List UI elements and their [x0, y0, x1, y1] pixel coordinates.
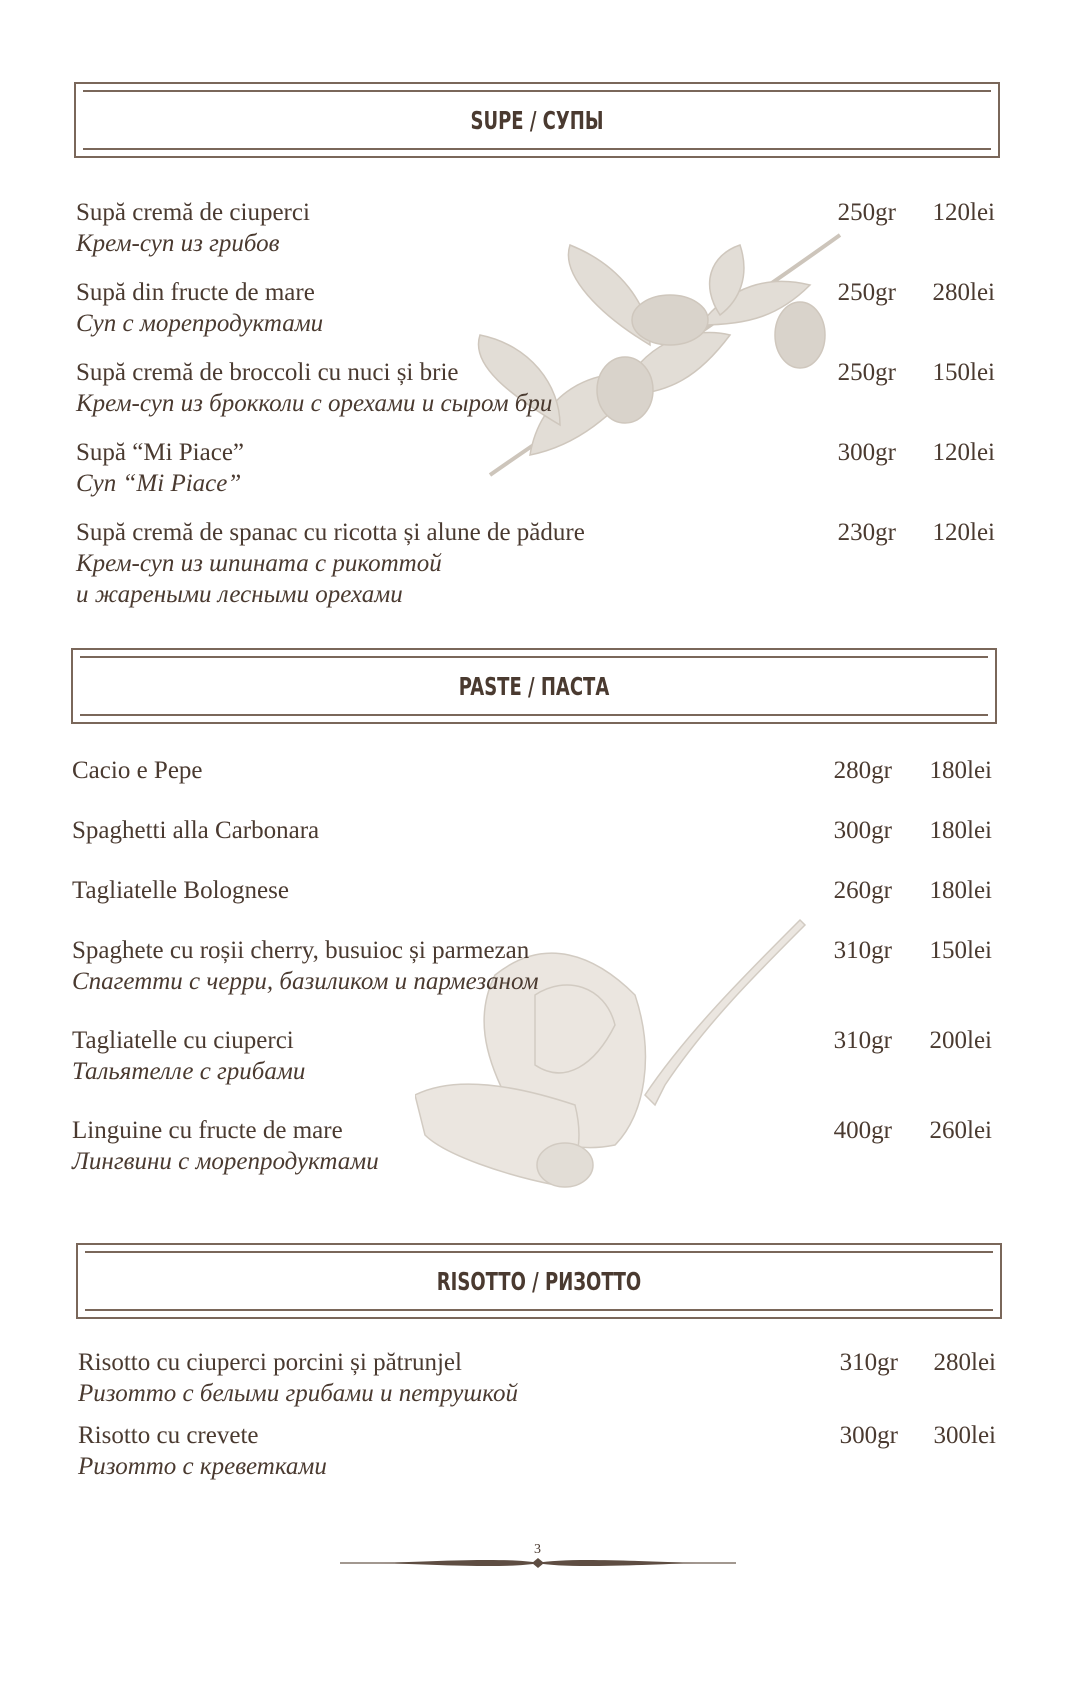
footer-ornament	[340, 1555, 736, 1571]
menu-item	[72, 935, 539, 997]
item-weight: 300gr	[833, 817, 892, 844]
item-price: 120lei	[932, 519, 995, 546]
item-name-ru: Спагетти с черри, базиликом и пармезаном	[72, 968, 539, 995]
header-rule-top	[85, 1251, 993, 1253]
item-name-ro: Supă din fructe de mare	[76, 279, 315, 306]
menu-item	[76, 277, 323, 339]
item-price: 300lei	[933, 1422, 996, 1449]
item-price: 200lei	[929, 1027, 992, 1054]
section-title: RISOTTO / РИЗОТТО	[436, 1267, 642, 1296]
section-header-risotto	[76, 1243, 1002, 1319]
item-name-ru: Крем-суп из грибов	[76, 230, 280, 257]
item-weight: 280gr	[833, 757, 892, 784]
item-name-ro: Tagliatelle Bolognese	[72, 877, 289, 904]
item-name-ru: Лингвини с морепродуктами	[72, 1148, 379, 1175]
item-price: 180lei	[929, 877, 992, 904]
item-price: 280lei	[932, 279, 995, 306]
item-weight: 260gr	[833, 877, 892, 904]
item-name-ro: Tagliatelle cu ciuperci	[72, 1027, 294, 1054]
section-header-paste	[71, 648, 997, 724]
item-name-ro: Risotto cu ciuperci porcini și pătrunjel	[78, 1349, 462, 1376]
section-title: SUPE / СУПЫ	[470, 106, 604, 135]
item-name-ro: Supă cremă de spanac cu ricotta și alune de pădure	[76, 519, 585, 546]
item-weight: 250gr	[837, 279, 896, 306]
item-name-ro: Supă cremă de ciuperci	[76, 199, 310, 226]
item-weight: 400gr	[833, 1117, 892, 1144]
item-name-ru: и жареными лесными орехами	[76, 581, 403, 608]
menu-item	[76, 517, 585, 610]
item-name-ro: Supă “Mi Piace”	[76, 439, 245, 466]
item-weight: 300gr	[837, 439, 896, 466]
item-name-ro: Spaghetti alla Carbonara	[72, 817, 320, 844]
item-name-ru: Ризотто с креветками	[78, 1453, 327, 1480]
menu-item	[78, 1420, 327, 1482]
section-header-supe	[74, 82, 1000, 158]
item-weight: 310gr	[833, 937, 892, 964]
item-price: 180lei	[929, 817, 992, 844]
page-number: 3	[534, 1542, 541, 1557]
item-weight: 230gr	[837, 519, 896, 546]
item-name-ru: Суп “Mi Piace”	[76, 470, 242, 497]
menu-item	[78, 1347, 518, 1409]
menu-item	[76, 197, 310, 259]
item-name-ro: Spaghete cu roșii cherry, busuioc și parmezan	[72, 937, 530, 964]
item-price: 120lei	[932, 199, 995, 226]
item-price: 180lei	[929, 757, 992, 784]
item-price: 260lei	[929, 1117, 992, 1144]
menu-item	[72, 875, 289, 906]
header-rule-bottom	[85, 1309, 993, 1311]
menu-item	[72, 815, 319, 846]
item-weight: 310gr	[839, 1349, 898, 1376]
header-rule-bottom	[83, 148, 991, 150]
item-weight: 310gr	[833, 1027, 892, 1054]
item-name-ro: Linguine cu fructe de mare	[72, 1117, 343, 1144]
item-weight: 250gr	[837, 199, 896, 226]
item-weight: 250gr	[837, 359, 896, 386]
item-name-ru: Ризотто с белыми грибами и петрушкой	[78, 1380, 518, 1407]
item-name-ro: Supă cremă de broccoli cu nuci și brie	[76, 359, 459, 386]
menu-item	[72, 1025, 305, 1087]
header-rule-top	[80, 656, 988, 658]
item-name-ru: Суп с морепродуктами	[76, 310, 324, 337]
item-name-ru: Тальятелле с грибами	[72, 1058, 306, 1085]
section-title: PASTE / ПАСТА	[458, 672, 610, 701]
item-price: 280lei	[933, 1349, 996, 1376]
item-name-ru: Крем-суп из брокколи с орехами и сыром бри	[76, 390, 553, 417]
item-price: 150lei	[929, 937, 992, 964]
item-name-ro: Risotto cu crevete	[78, 1422, 259, 1449]
menu-item	[72, 1115, 379, 1177]
item-weight: 300gr	[839, 1422, 898, 1449]
menu-item	[76, 357, 552, 419]
menu-item	[76, 437, 244, 499]
header-rule-top	[83, 90, 991, 92]
item-price: 150lei	[932, 359, 995, 386]
menu-item	[72, 755, 203, 786]
item-name-ro: Cacio e Pepe	[72, 757, 203, 784]
header-rule-bottom	[80, 714, 988, 716]
item-name-ru: Крем-суп из шпината с рикоттой	[76, 550, 442, 577]
item-price: 120lei	[932, 439, 995, 466]
